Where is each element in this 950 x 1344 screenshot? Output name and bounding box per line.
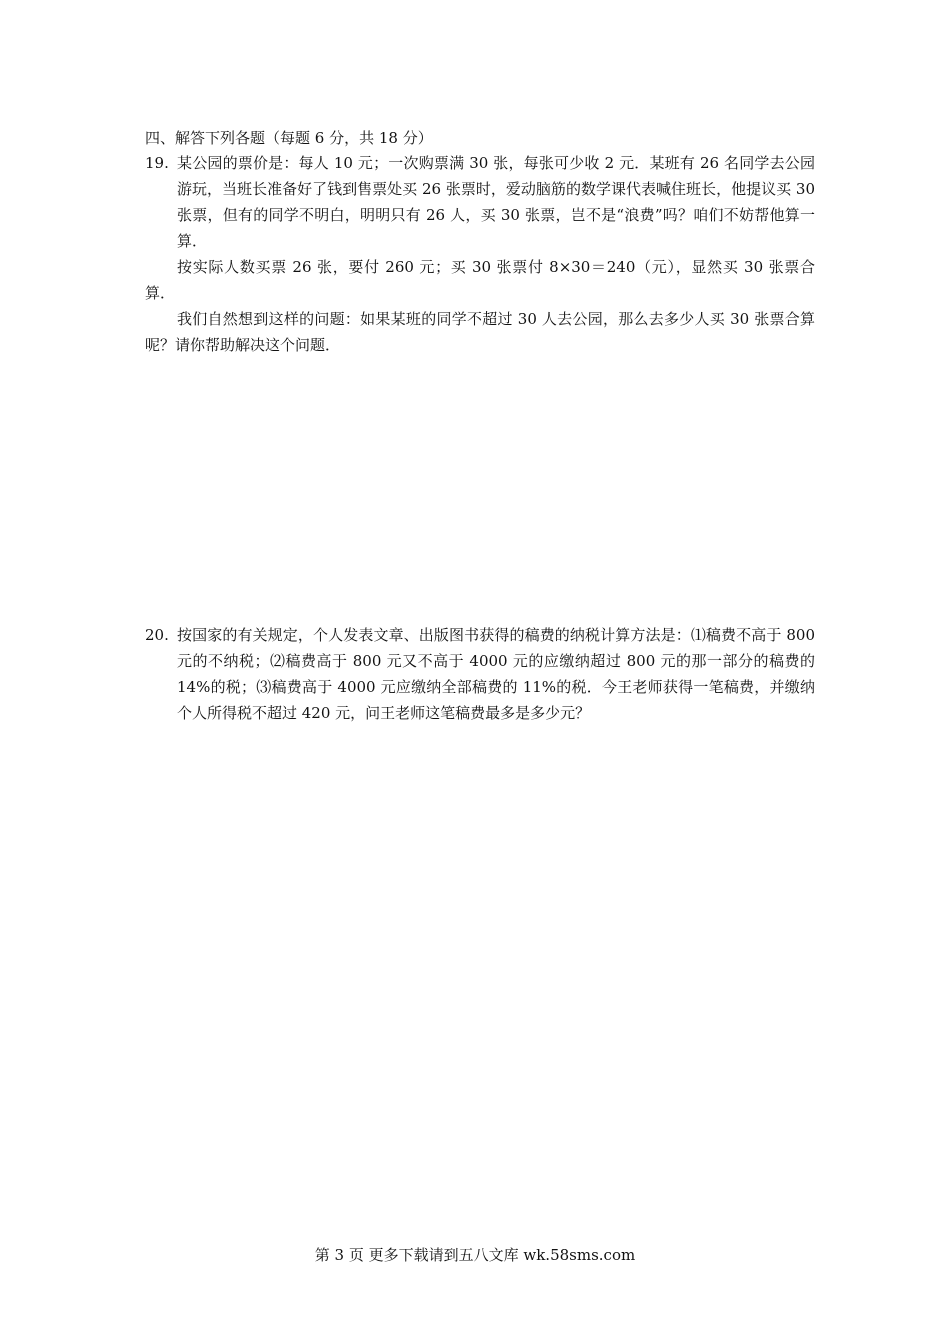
question-19-text: 某公园的票价是：每人 10 元；一次购票满 30 张，每张可少收 2 元．某班有 26 名同学去公园游玩，当班长准备好了钱到售票处买 26 张票时，爱动脑筋的数学课代表喊住班长，他提议买 30 张票，但有的同学不明白，明明只有 26 人，买 30 张票，岂不是“浪费”吗？咱们不妨帮他算一算．: [177, 154, 815, 250]
question-20-stem: [145, 622, 815, 726]
section-heading: 四、解答下列各题（每题 6 分，共 18 分）: [145, 129, 433, 147]
page-footer: 第 3 页 更多下载请到五八文库 wk.58sms.com: [314, 1246, 636, 1264]
question-20-text: 按国家的有关规定，个人发表文章、出版图书获得的稿费的纳税计算方法是：⑴稿费不高于 800 元的不纳税；⑵稿费高于 800 元又不高于 4000 元的应缴纳超过 800 元的那一部分的稿费的 14%的税；⑶稿费高于 4000 元应缴纳全部稿费的 11%的税．今王老师获得一笔稿费，并缴纳个人所得税不超过 420 元，问王老师这笔稿费最多是多少元？: [177, 626, 815, 722]
question-19: [145, 150, 815, 358]
question-19-stem: [145, 150, 815, 254]
question-20-number: 20.: [145, 626, 169, 644]
question-20: [145, 622, 815, 726]
question-19-paragraph-1: 按实际人数买票 26 张，要付 260 元；买 30 张票付 8×30＝240（元），显然买 30 张票合算．: [145, 258, 815, 302]
question-19-paragraph-2: 我们自然想到这样的问题：如果某班的同学不超过 30 人去公园，那么去多少人买 30 张票合算呢？请你帮助解决这个问题．: [145, 310, 815, 354]
question-19-number: 19.: [145, 154, 169, 172]
